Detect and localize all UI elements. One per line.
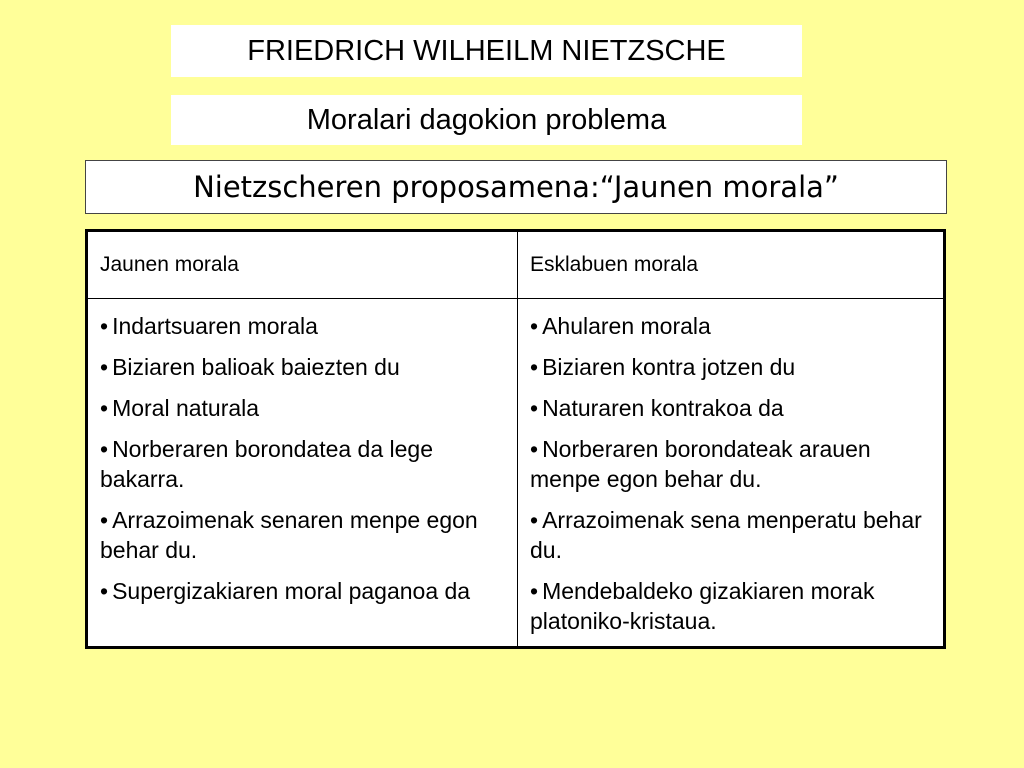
bullet-icon: • bbox=[100, 507, 109, 533]
bullet-icon: • bbox=[100, 436, 109, 462]
bullet-icon: • bbox=[530, 313, 539, 339]
proposal-heading: Nietzscheren proposamena:“Jaunen morala” bbox=[85, 160, 947, 214]
bullet-icon: • bbox=[530, 395, 539, 421]
bullet-icon: • bbox=[100, 578, 109, 604]
list-item-text: Supergizakiaren moral paganoa da bbox=[112, 578, 471, 604]
page-title: FRIEDRICH WILHEILM NIETZSCHE bbox=[171, 25, 802, 77]
bullet-icon: • bbox=[530, 354, 539, 380]
list-item-text: Moral naturala bbox=[112, 395, 260, 421]
slave-morality-list bbox=[518, 299, 943, 647]
list-item-text: Biziaren balioak baiezten du bbox=[112, 354, 400, 380]
list-item bbox=[530, 434, 931, 494]
list-item bbox=[100, 352, 505, 382]
list-item bbox=[530, 311, 931, 341]
page-subtitle: Moralari dagokion problema bbox=[171, 95, 802, 145]
list-item bbox=[100, 505, 505, 565]
list-item bbox=[100, 434, 505, 494]
bullet-icon: • bbox=[100, 395, 109, 421]
list-item bbox=[100, 311, 505, 341]
master-morality-list bbox=[88, 299, 518, 647]
table-header-master-morality: Jaunen morala bbox=[88, 232, 518, 299]
list-item-text: Norberaren borondateak arauen menpe egon behar du. bbox=[530, 436, 871, 492]
list-item-text: Mendebaldeko gizakiaren morak platoniko-kristaua. bbox=[530, 578, 875, 634]
bullet-icon: • bbox=[100, 354, 109, 380]
bullet-icon: • bbox=[530, 436, 539, 462]
list-item-text: Biziaren kontra jotzen du bbox=[542, 354, 796, 380]
list-item-text: Norberaren borondatea da lege bakarra. bbox=[100, 436, 434, 492]
list-item bbox=[530, 576, 931, 636]
table-header-slave-morality: Esklabuen morala bbox=[518, 232, 943, 299]
list-item-text: Indartsuaren morala bbox=[112, 313, 318, 339]
list-item-text: Arrazoimenak sena menperatu behar du. bbox=[530, 507, 922, 563]
list-item bbox=[100, 393, 505, 423]
list-item bbox=[100, 576, 505, 606]
list-item-text: Ahularen morala bbox=[542, 313, 711, 339]
list-item bbox=[530, 505, 931, 565]
bullet-icon: • bbox=[530, 578, 539, 604]
list-item bbox=[530, 393, 931, 423]
bullet-icon: • bbox=[100, 313, 109, 339]
comparison-table bbox=[85, 229, 946, 649]
list-item-text: Naturaren kontrakoa da bbox=[542, 395, 784, 421]
list-item bbox=[530, 352, 931, 382]
bullet-icon: • bbox=[530, 507, 539, 533]
list-item-text: Arrazoimenak senaren menpe egon behar du. bbox=[100, 507, 478, 563]
